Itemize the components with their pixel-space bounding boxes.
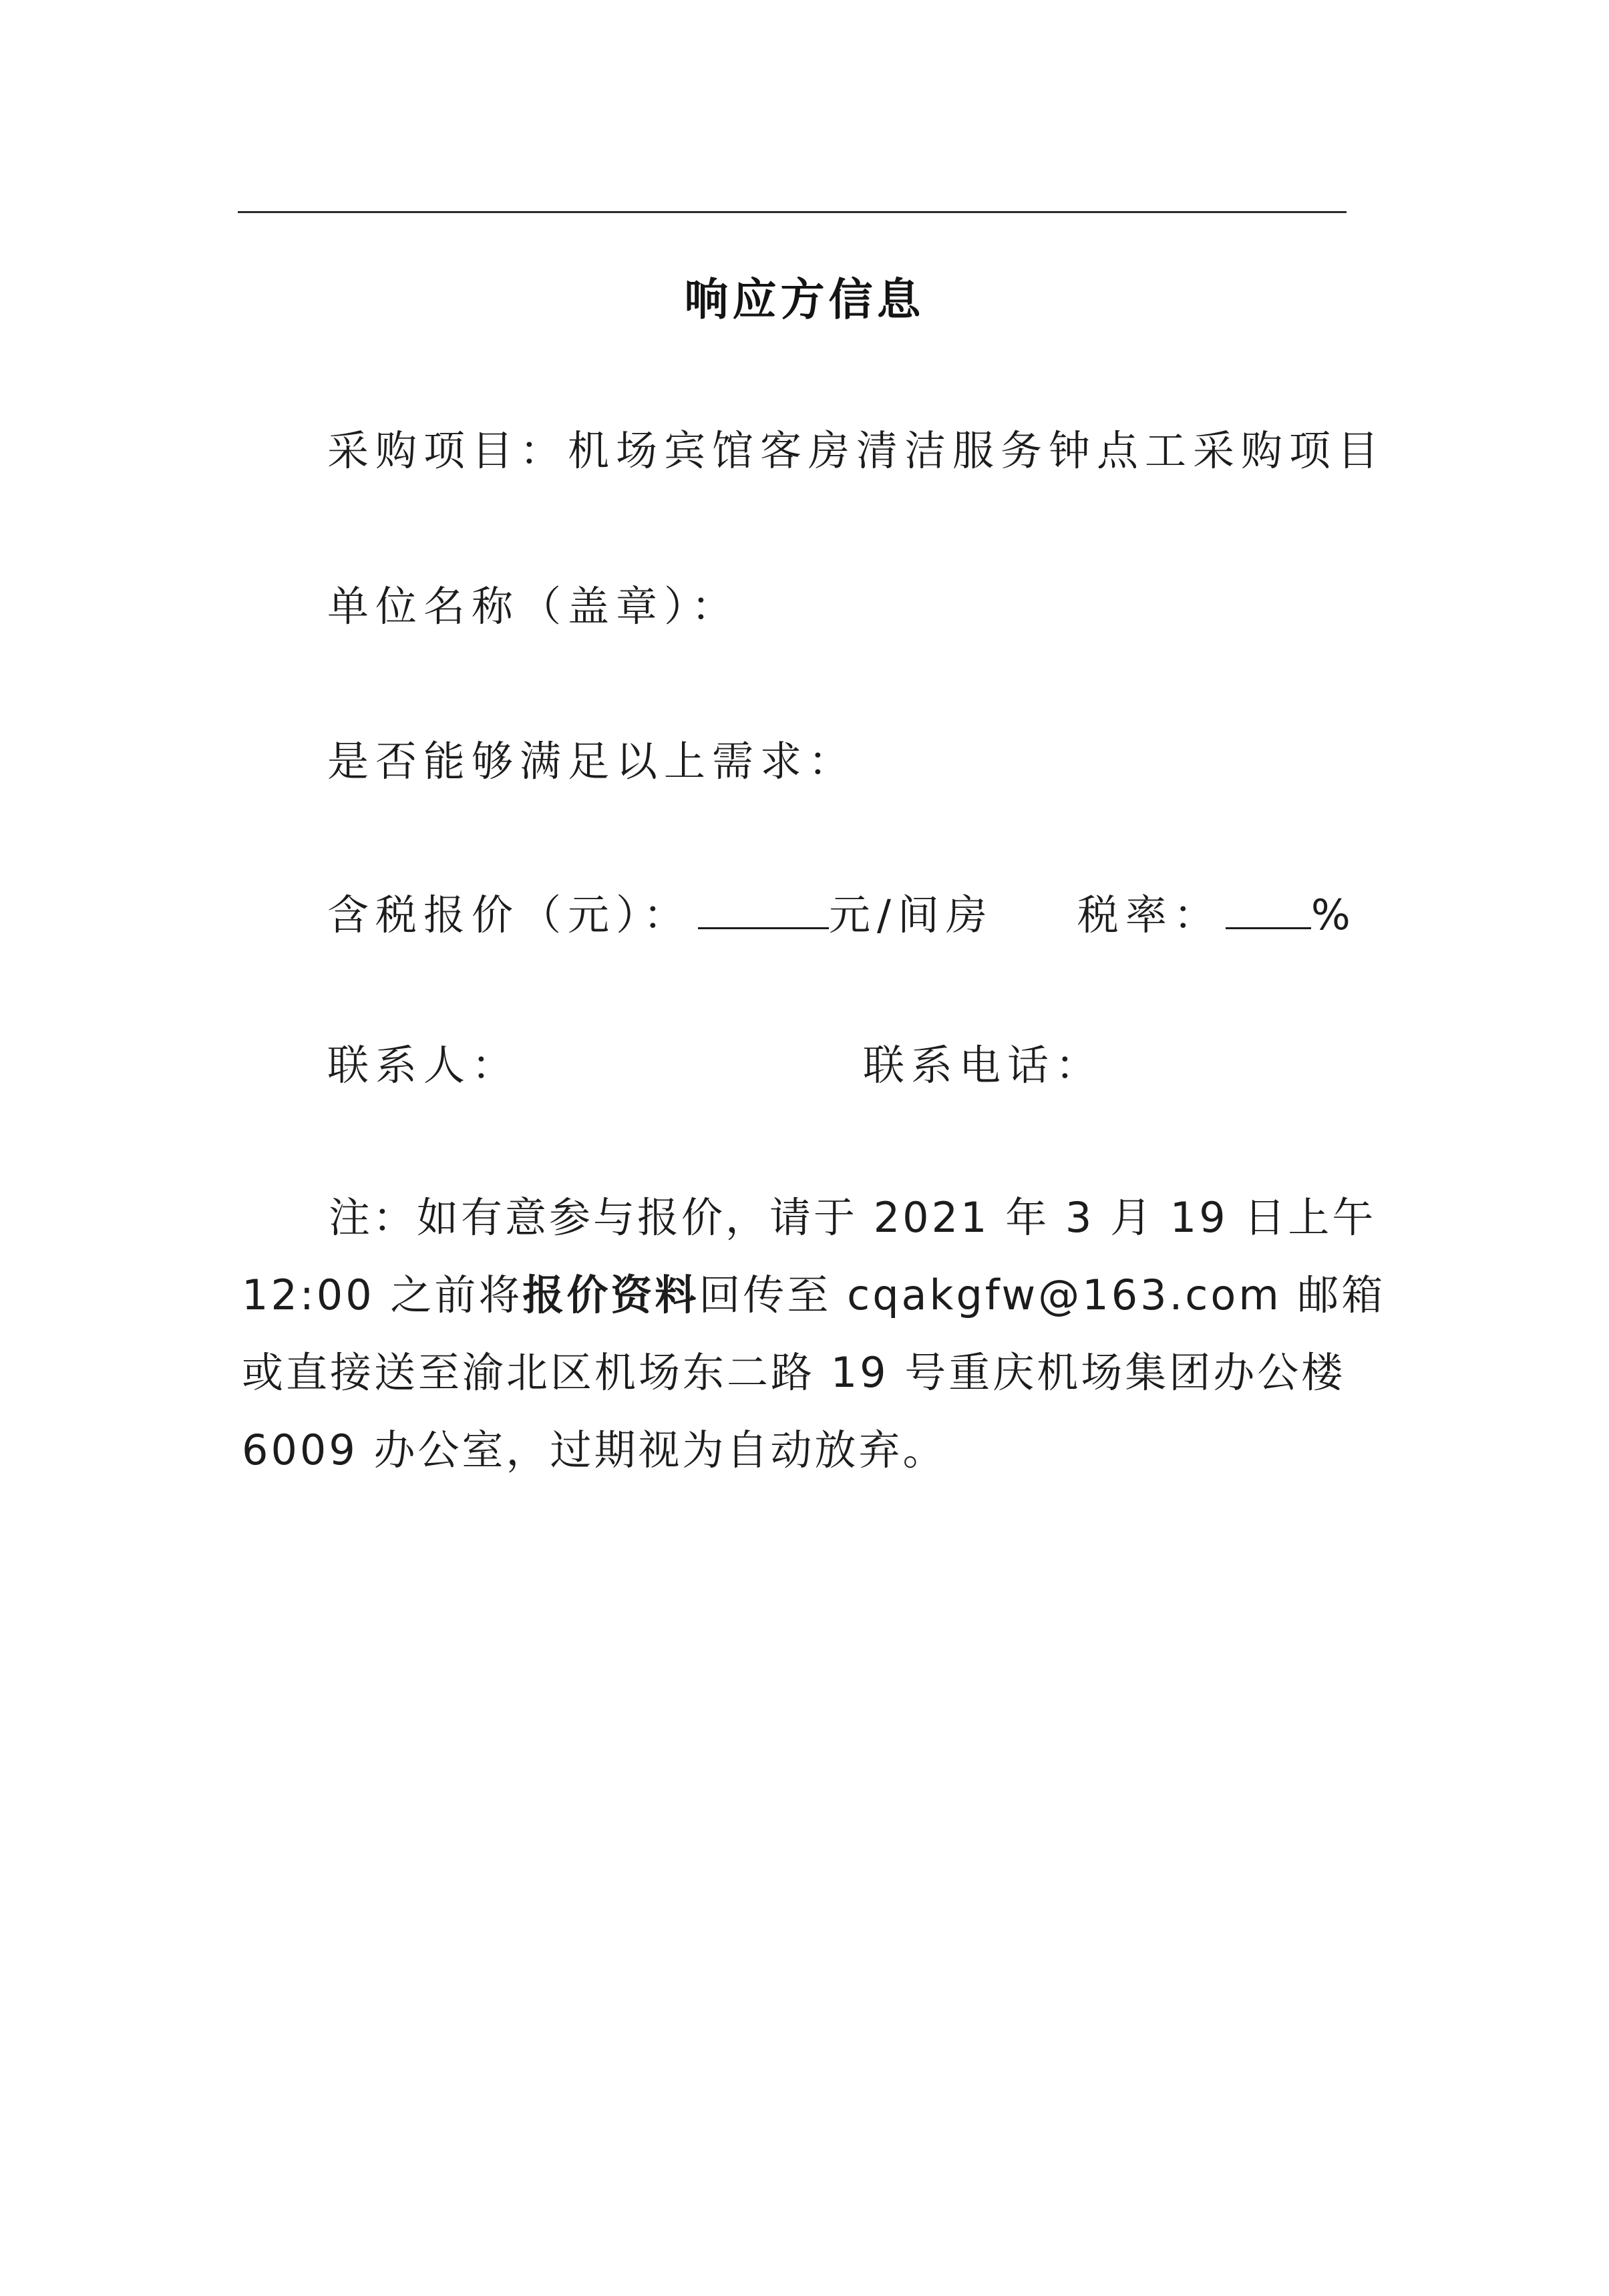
- page-title: 响应方信息: [684, 274, 925, 325]
- contact-line: [327, 1032, 520, 1092]
- note-prefix: 注：如有意参与报价，请于 2021 年 3 月 19 日上午 12:00 之前将: [242, 1193, 1377, 1319]
- tax-rate-label: 税率：: [1077, 890, 1222, 939]
- note-bold-text: 报价资料: [522, 1271, 699, 1319]
- procurement-project-label: 采购项目：: [327, 426, 568, 475]
- contact-phone-label: 联系电话：: [863, 1041, 1104, 1090]
- quote-label: 含税报价（元）：: [327, 890, 692, 939]
- quote-price-blank[interactable]: [698, 891, 829, 929]
- tax-rate-unit: %: [1310, 890, 1357, 939]
- note-paragraph: [242, 1179, 1411, 1489]
- contact-phone-line: [863, 1032, 1103, 1092]
- procurement-project-value: 机场宾馆客房清洁服务钟点工采购项目: [568, 426, 1386, 475]
- note-suffix: 回传至 cqakgfw@163.com 邮箱或直接送至渝北区机场东二路 19 号重庆机场集团办公楼 6009 办公室，过期视为自动放弃。: [242, 1271, 1386, 1474]
- unit-name-label: 单位名称（盖章）：: [327, 582, 740, 631]
- procurement-project-line: [327, 418, 1385, 477]
- quote-unit: 元/间房: [829, 890, 994, 939]
- unit-name-line: [327, 573, 739, 633]
- requirement-check-line: [327, 728, 856, 788]
- tax-rate-blank[interactable]: [1226, 891, 1311, 929]
- contact-person-label: 联系人：: [327, 1041, 520, 1090]
- quote-line: [327, 882, 1357, 941]
- requirement-check-label: 是否能够满足以上需求：: [327, 737, 857, 786]
- header-rule: [238, 211, 1347, 213]
